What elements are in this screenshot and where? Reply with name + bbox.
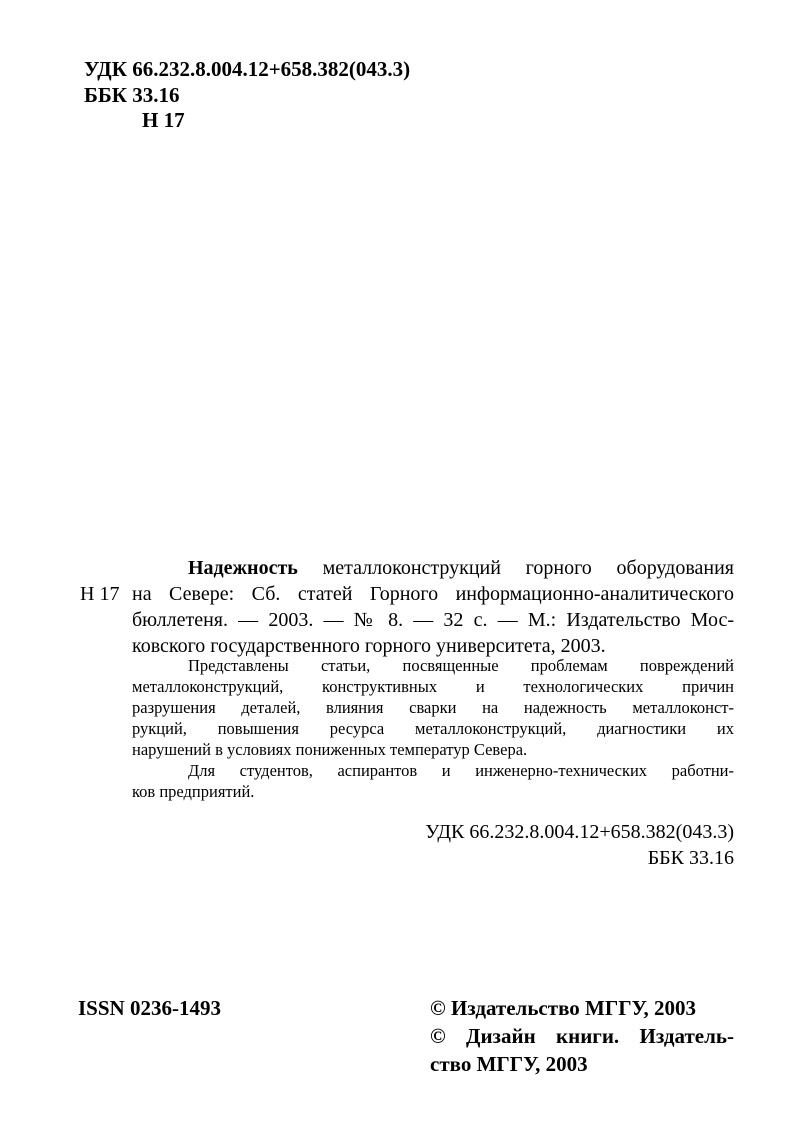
- audience-line-2: ков предприятий.: [132, 782, 255, 801]
- annotation-line-5: нарушений в условиях пониженных температур Севера.: [132, 740, 528, 759]
- card-title-rest: металлоконструкций горного оборудования: [322, 557, 735, 579]
- card-line-3: бюллетеня. — 2003. — № 8. — 32 с. — М.: Издательство Мос-: [132, 609, 734, 631]
- annotation-line-4: рукций, повышения ресурса металлоконструкций, диагностики их: [132, 719, 734, 738]
- card-line-2: на Севере: Сб. статей Горного информационно-аналитического: [132, 583, 734, 605]
- card-author-mark: Н 17: [80, 583, 120, 605]
- header-bbk: ББК 33.16: [84, 83, 180, 107]
- card-title-line: [188, 555, 734, 581]
- issn: ISSN 0236-1493: [78, 996, 221, 1020]
- card-line-4: ковского государственного горного университета, 2003.: [132, 635, 606, 657]
- card-title-bold: Надежность: [188, 557, 298, 579]
- annotation-line-3: разрушения деталей, влияния сварки на надежность металлоконст-: [132, 698, 734, 717]
- annotation-line-1: Представлены статьи, посвященные проблемам повреждений: [188, 656, 734, 675]
- annotation-line-2: металлоконструкций, конструктивных и технологических причин: [132, 677, 734, 696]
- audience-line-1: Для студентов, аспирантов и инженерно-технических работни-: [188, 761, 734, 780]
- copyright-design-line-2: ство МГГУ, 2003: [430, 1052, 588, 1076]
- card-udk: УДК 66.232.8.004.12+658.382(043.3): [425, 821, 734, 843]
- card-bbk: ББК 33.16: [647, 847, 734, 869]
- header-udk: УДК 66.232.8.004.12+658.382(043.3): [84, 57, 411, 81]
- header-author-mark: Н 17: [142, 108, 185, 132]
- copyright-design-line-1: © Дизайн книги. Издатель-: [430, 1024, 734, 1048]
- copyright-publisher: © Издательство МГГУ, 2003: [430, 996, 697, 1020]
